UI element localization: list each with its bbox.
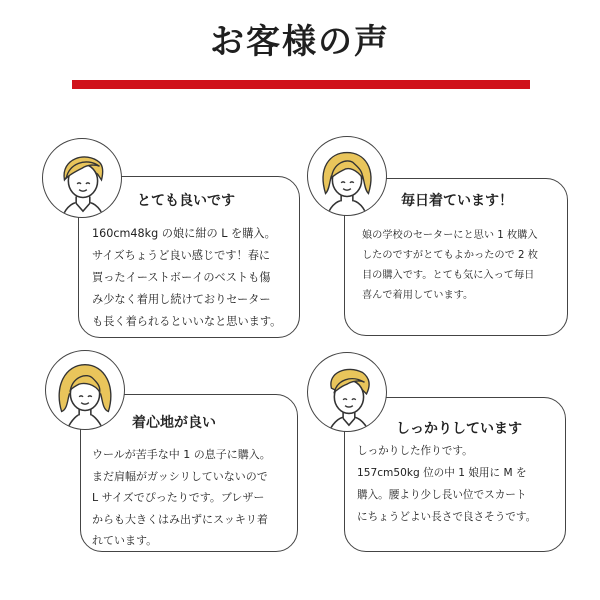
review-line: れています。 — [92, 534, 158, 547]
review-line: も長く着られるといいなと思います。 — [92, 315, 282, 328]
review-line: まだ肩幅がガッシリしていないので — [92, 469, 268, 483]
review-line: しっかりした作りです。 — [357, 445, 473, 457]
avatar-bob-hair — [307, 136, 387, 216]
review-line: したのですがとてもよかったので 2 枚 — [362, 250, 538, 261]
page-title: お客様の声 — [210, 22, 390, 62]
review-line: 157cm50kg 位の中 1 娘用に M を — [357, 467, 527, 479]
review-line: 買ったイーストボーイのベストも傷 — [92, 271, 271, 284]
review-title: しっかりしています — [396, 421, 522, 437]
review-line: L サイズでぴったりです。ブレザー — [92, 491, 265, 504]
review-line: サイズちょうど良い感じです！春に — [92, 249, 271, 262]
review-line: からも大きくはみ出ずにスッキリ着 — [92, 512, 268, 526]
title-underline — [72, 80, 530, 89]
review-line: 喜んで着用しています。 — [362, 290, 474, 301]
review-body — [357, 440, 536, 528]
review-line: にちょうどよい長さで良さそうです。 — [357, 511, 537, 523]
review-body — [92, 444, 271, 552]
review-title: とても良いです — [137, 193, 235, 209]
avatar-short-hair — [42, 138, 122, 218]
review-body — [362, 226, 538, 306]
review-body — [92, 223, 281, 333]
review-line: 購入。腰より少し長い位でスカート — [357, 489, 527, 501]
review-line: み少なく着用し続けておりセーター — [92, 293, 271, 306]
avatar-long-hair — [45, 350, 125, 430]
review-title: 着心地が良い — [132, 415, 216, 431]
review-line: ウールが苦手な中 1 の息子に購入。 — [92, 448, 271, 461]
review-line: 目の購入です。とても気に入って毎日 — [362, 270, 535, 281]
review-line: 娘の学校のセーターにと思い 1 枚購入 — [362, 230, 538, 241]
review-title: 毎日着ています！ — [401, 193, 513, 209]
review-line: 160cm48kg の娘に紺の L を購入。 — [92, 227, 276, 240]
avatar-bun-hair — [307, 352, 387, 432]
